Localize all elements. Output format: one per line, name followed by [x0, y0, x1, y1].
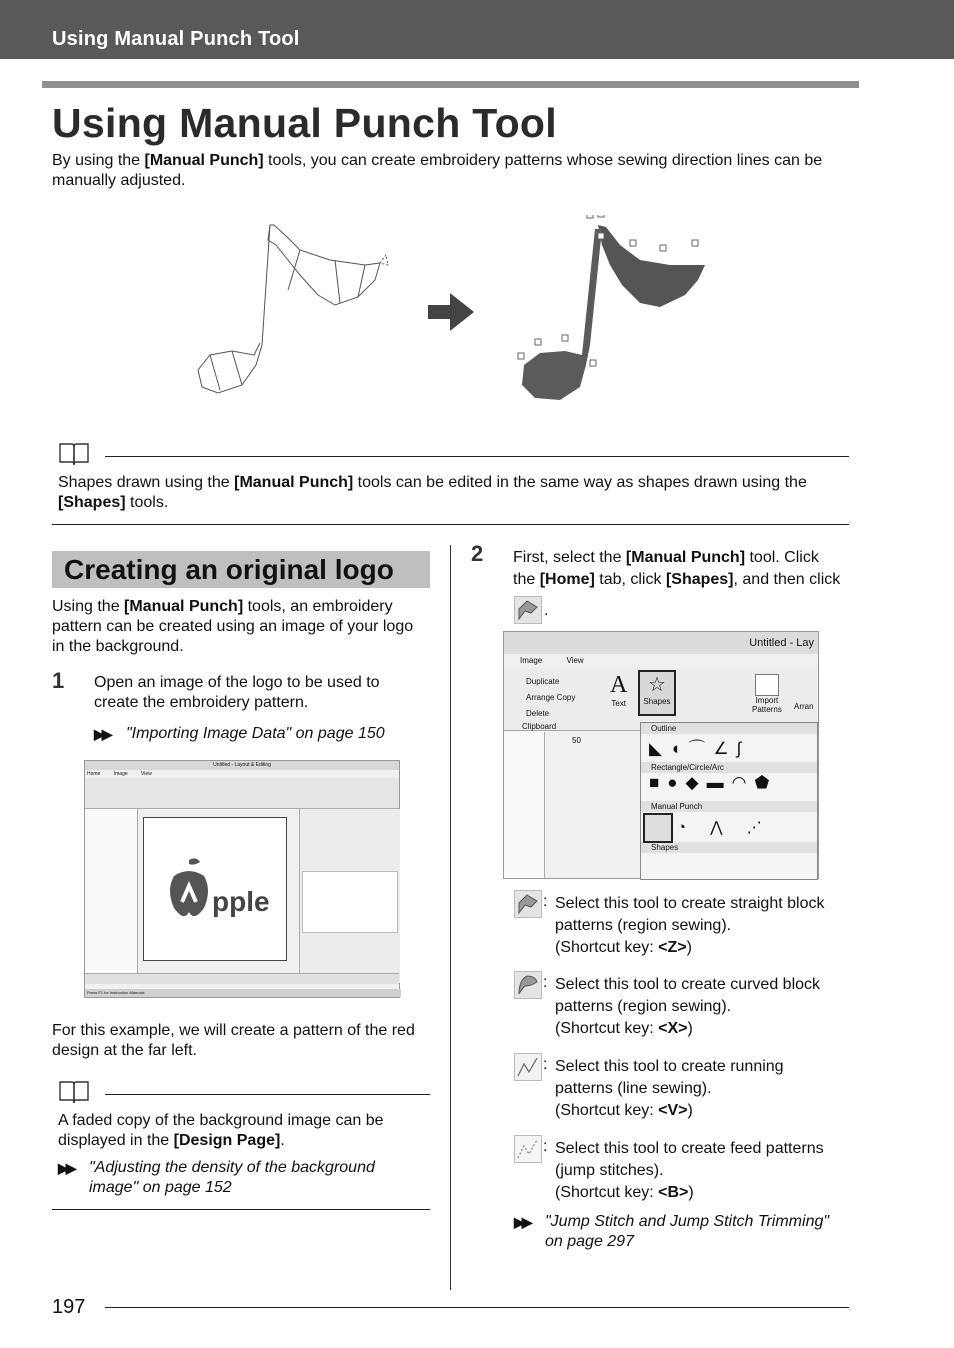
straight-block-icon[interactable]	[514, 890, 542, 918]
book-icon	[58, 441, 90, 467]
app2-left-panel	[504, 732, 545, 878]
step1-text: Open an image of the logo to be used to create the embroidery pattern.	[94, 674, 380, 711]
note2-top-rule	[105, 1094, 430, 1095]
outline-note	[198, 225, 388, 393]
delete-button[interactable]: Delete	[526, 709, 550, 718]
app1-right-panel	[299, 809, 400, 983]
app1-ribbon	[85, 778, 399, 809]
step2-period: .	[544, 602, 549, 619]
shapes-group-label: Shapes	[641, 842, 817, 853]
tool-desc-straight: Select this tool to create straight block patterns (region sewing). (Shortcut key: <Z>)	[555, 895, 825, 956]
note1-text: Shapes drawn using the [Manual Punch] tools can be edited in the same way as shapes drawn using the [Shapes] tools.	[58, 474, 807, 511]
text-button[interactable]: A Text	[610, 672, 628, 708]
note2-text: A faded copy of the background image can be displayed in the [Design Page].	[58, 1112, 384, 1149]
step1-reference-link[interactable]: "Importing Image Data" on page 150	[126, 725, 385, 742]
rect-circle-group-label: Rectangle/Circle/Arc	[641, 762, 817, 773]
clipboard-group-label: Clipboard	[522, 722, 557, 731]
manual-punch-straight-tool[interactable]	[643, 813, 673, 843]
logo-apple-icon	[164, 856, 214, 922]
section-paragraph: Using the [Manual Punch] tools, an embroidery pattern can be created using an image of your logo in the background.	[52, 598, 414, 655]
app2-ruler: 50	[572, 736, 581, 745]
curved-block-icon[interactable]	[514, 971, 542, 999]
straight-block-icon[interactable]	[514, 596, 542, 624]
app1-scrollbar[interactable]	[85, 973, 399, 984]
app-screenshot-2	[503, 631, 819, 879]
double-arrow-icon: ▶▶	[94, 726, 110, 742]
arrange-button[interactable]: Arran	[794, 702, 814, 711]
note2-reference-link[interactable]: "Adjusting the density of the background image" on page 152	[89, 1159, 375, 1196]
step2-text: First, select the [Manual Punch] tool. Click the [Home] tab, click [Shapes], and then click	[513, 549, 841, 588]
note1-bottom-rule	[52, 524, 849, 525]
header-section-title: Using Manual Punch Tool	[52, 28, 300, 50]
punched-note	[518, 215, 705, 400]
app1-left-panel	[85, 809, 138, 983]
arrow-right-icon	[428, 293, 474, 331]
duplicate-button[interactable]: Duplicate	[526, 677, 560, 686]
app1-tab-view[interactable]: View	[141, 771, 152, 777]
app1-titlebar: Untitled - Layout & Editing	[85, 761, 399, 770]
app-screenshot-1	[84, 760, 400, 998]
double-arrow-icon: ▶▶	[514, 1214, 530, 1230]
double-arrow-icon: ▶▶	[58, 1160, 74, 1176]
app1-tab-image[interactable]: Image	[113, 771, 128, 777]
example-paragraph: For this example, we will create a pattern of the red design at the far left.	[52, 1022, 415, 1059]
outline-group-label: Outline	[641, 723, 817, 734]
note1-top-rule	[105, 456, 849, 457]
step2-number: 2	[471, 541, 484, 566]
manual-punch-other-tools[interactable]: ◔ ⋀ ⋰	[677, 819, 772, 836]
outline-tools[interactable]: ◣◖⌒∠∫	[649, 739, 750, 758]
manual-punch-tools	[641, 812, 817, 842]
section-heading: Creating an original logo	[64, 554, 394, 585]
page-title: Using Manual Punch Tool	[52, 100, 557, 146]
rect-circle-tools[interactable]: ■●◆▬◠⬟	[649, 773, 778, 792]
column-divider	[450, 545, 451, 1290]
book-icon	[58, 1079, 90, 1105]
shapes-dropdown-panel	[640, 722, 818, 880]
app2-titlebar: Untitled - Lay	[504, 632, 818, 654]
app1-tab-home[interactable]: Home	[87, 771, 101, 777]
jump-stitch-reference-link[interactable]: "Jump Stitch and Jump Stitch Trimming" on page 297	[545, 1213, 830, 1250]
note2-bottom-rule	[52, 1209, 430, 1210]
page-number: 197	[52, 1296, 86, 1318]
app1-design-page[interactable]	[143, 817, 287, 961]
music-note-illustration	[190, 215, 730, 415]
tool-desc-running: Select this tool to create running patterns (line sewing). (Shortcut key: <V>)	[555, 1058, 784, 1119]
feed-icon[interactable]	[514, 1135, 542, 1163]
app2-tab-view[interactable]: View	[566, 656, 584, 665]
shapes-button[interactable]: ☆ Shapes	[638, 670, 676, 716]
arrange-copy-button[interactable]: Arrange Copy	[526, 693, 576, 702]
app2-tab-image[interactable]: Image	[520, 656, 543, 665]
import-patterns-button[interactable]: Import Patterns	[752, 674, 782, 714]
manual-punch-group-label: Manual Punch	[641, 801, 817, 812]
title-bar-rule	[42, 81, 859, 88]
app1-status-bar: Press F1 for Instruction Manuals	[85, 989, 401, 997]
tool-desc-curved: Select this tool to create curved block patterns (region sewing). (Shortcut key: <X>)	[555, 976, 821, 1037]
tool-desc-feed: Select this tool to create feed patterns (jump stitches). (Shortcut key: <B>)	[555, 1140, 824, 1201]
step1-number: 1	[52, 668, 65, 693]
logo-text: pple	[212, 886, 270, 917]
footer-rule	[105, 1307, 849, 1308]
running-icon[interactable]	[514, 1053, 542, 1081]
intro-paragraph: By using the [Manual Punch] tools, you can create embroidery patterns whose sewing direction lines can be manually adjusted.	[52, 152, 823, 189]
